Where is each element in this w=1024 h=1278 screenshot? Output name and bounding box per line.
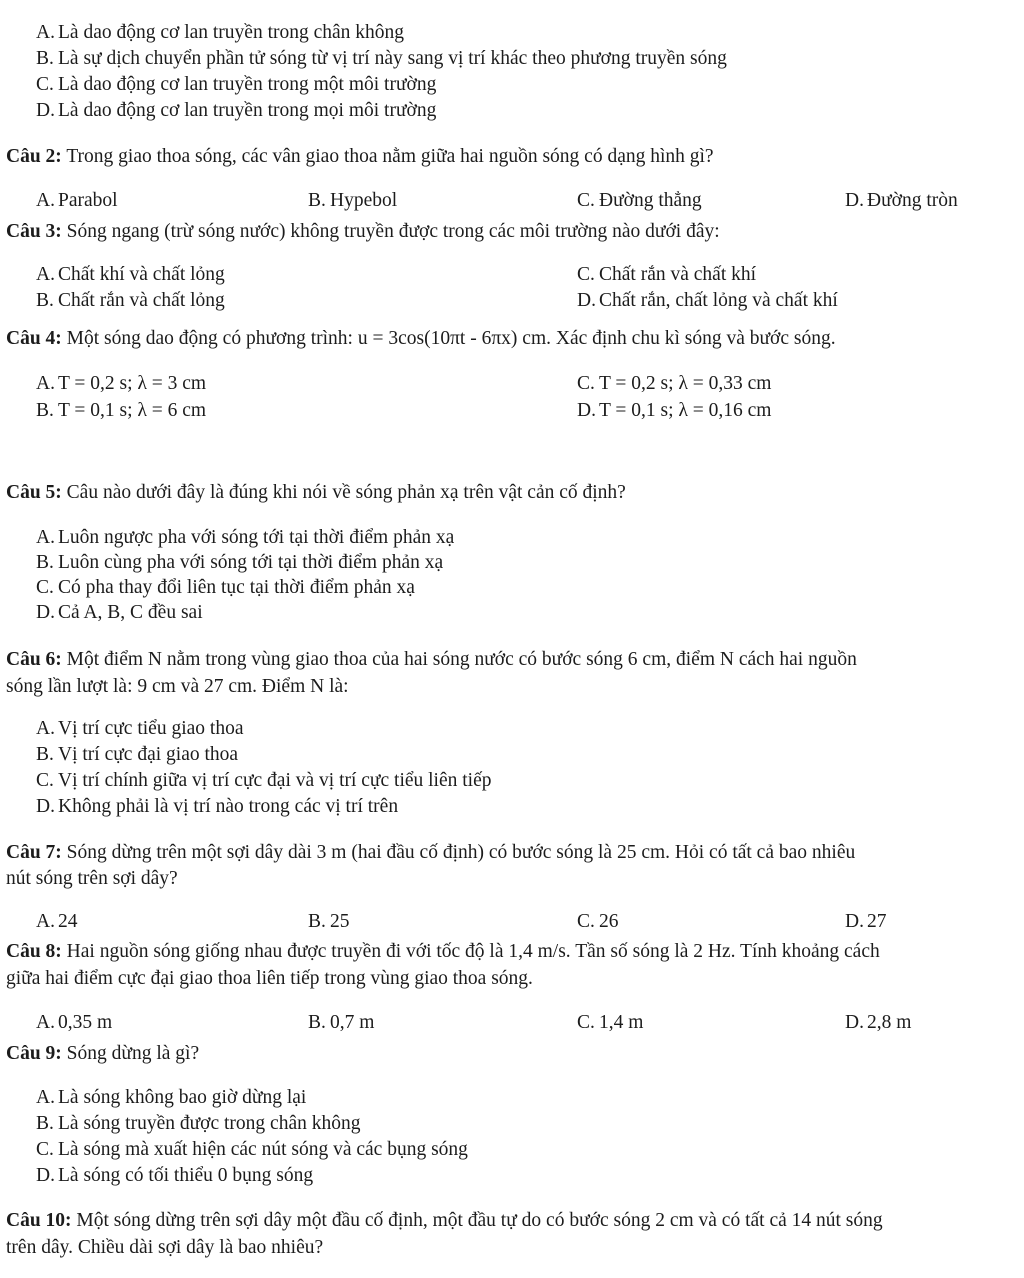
q8-label: Câu 8: [6, 941, 62, 962]
q1-option-a: A. Là dao động cơ lan truyền trong chân không [36, 22, 405, 43]
q9-label: Câu 9: [6, 1043, 62, 1064]
q6-option-b: B. Vị trí cực đại giao thoa [36, 744, 239, 765]
q1-option-c: C. Là dao động cơ lan truyền trong một môi trường [36, 74, 437, 95]
q10-label: Câu 10: [6, 1210, 72, 1231]
q7-option-a: A. 24 [36, 911, 78, 932]
q3-label: Câu 3: [6, 221, 62, 242]
q4-label: Câu 4: [6, 328, 62, 349]
q6-option-d: D. Không phải là vị trí nào trong các vị trí trên [36, 796, 399, 817]
q10-stem-cont: trên dây. Chiều dài sợi dây là bao nhiêu? [6, 1237, 324, 1258]
q7-stem: Câu 7: Sóng dừng trên một sợi dây dài 3 m (hai đầu cố định) có bước sóng là 25 cm. Hỏi có tất cả bao nhiêu [6, 842, 856, 863]
q3-stem: Câu 3: Sóng ngang (trừ sóng nước) không truyền được trong các môi trường nào dưới đây: [6, 221, 720, 242]
q2-option-d: D. Đường tròn [845, 190, 958, 211]
q3-option-b: B. Chất rắn và chất lỏng [36, 290, 225, 311]
q5-stem: Câu 5: Câu nào dưới đây là đúng khi nói về sóng phản xạ trên vật cản cố định? [6, 482, 626, 503]
q6-label: Câu 6: [6, 649, 62, 670]
q5-option-b: B. Luôn cùng pha với sóng tới tại thời điểm phản xạ [36, 552, 444, 573]
q4-option-a: A. T = 0,2 s; λ = 3 cm [36, 373, 207, 394]
q4-stem: Câu 4: Một sóng dao động có phương trình: u = 3cos(10πt - 6πx) cm. Xác định chu kì sóng và bước sóng. [6, 328, 836, 349]
q2-stem: Câu 2: Trong giao thoa sóng, các vân giao thoa nằm giữa hai nguồn sóng có dạng hình gì? [6, 146, 714, 167]
q4-option-d: D. T = 0,1 s; λ = 0,16 cm [577, 400, 772, 421]
q3-option-d: D. Chất rắn, chất lỏng và chất khí [577, 290, 838, 311]
q3-option-a: A. Chất khí và chất lỏng [36, 264, 225, 285]
q10-stem: Câu 10: Một sóng dừng trên sợi dây một đầu cố định, một đầu tự do có bước sóng 2 cm và có tất cả 14 nút sóng [6, 1210, 883, 1231]
q8-option-d: D. 2,8 m [845, 1012, 912, 1033]
q4-option-b: B. T = 0,1 s; λ = 6 cm [36, 400, 207, 421]
q6-option-c: C. Vị trí chính giữa vị trí cực đại và vị trí cực tiểu liên tiếp [36, 770, 492, 791]
q3-option-c: C. Chất rắn và chất khí [577, 264, 757, 285]
q9-option-b: B. Là sóng truyền được trong chân không [36, 1113, 361, 1134]
q9-stem: Câu 9: Sóng dừng là gì? [6, 1043, 200, 1064]
q7-label: Câu 7: [6, 842, 62, 863]
q6-stem: Câu 6: Một điểm N nằm trong vùng giao thoa của hai sóng nước có bước sóng 6 cm, điểm N cách hai nguồn [6, 649, 857, 670]
q6-option-a: A. Vị trí cực tiểu giao thoa [36, 718, 244, 739]
q9-option-c: C. Là sóng mà xuất hiện các nút sóng và các bụng sóng [36, 1139, 468, 1160]
q7-stem-cont: nút sóng trên sợi dây? [6, 868, 178, 889]
q9-option-d: D. Là sóng có tối thiểu 0 bụng sóng [36, 1165, 314, 1186]
q8-stem: Câu 8: Hai nguồn sóng giống nhau được truyền đi với tốc độ là 1,4 m/s. Tần số sóng là 2 Hz. Tính khoảng cách [6, 941, 880, 962]
q5-option-a: A. Luôn ngược pha với sóng tới tại thời điểm phản xạ [36, 527, 455, 548]
q7-option-b: B. 25 [308, 911, 350, 932]
q8-option-c: C. 1,4 m [577, 1012, 644, 1033]
q8-option-a: A. 0,35 m [36, 1012, 113, 1033]
q2-option-c: C. Đường thẳng [577, 190, 702, 211]
q6-stem-cont: sóng lần lượt là: 9 cm và 27 cm. Điểm N là: [6, 676, 349, 697]
q5-option-c: C. Có pha thay đổi liên tục tại thời điểm phản xạ [36, 577, 415, 598]
q2-option-b: B. Hypebol [308, 190, 398, 211]
q4-option-c: C. T = 0,2 s; λ = 0,33 cm [577, 373, 772, 394]
q8-option-b: B. 0,7 m [308, 1012, 375, 1033]
q7-option-c: C. 26 [577, 911, 619, 932]
q1-option-d: D. Là dao động cơ lan truyền trong mọi môi trường [36, 100, 437, 121]
q5-option-d: D. Cả A, B, C đều sai [36, 602, 203, 623]
q2-label: Câu 2: [6, 146, 62, 167]
q1-option-b: B. Là sự dịch chuyển phần tử sóng từ vị trí này sang vị trí khác theo phương truyền sóng [36, 48, 727, 69]
q5-label: Câu 5: [6, 482, 62, 503]
q7-option-d: D. 27 [845, 911, 887, 932]
q8-stem-cont: giữa hai điểm cực đại giao thoa liên tiếp trong vùng giao thoa sóng. [6, 968, 533, 989]
q2-option-a: A. Parabol [36, 190, 118, 211]
q9-option-a: A. Là sóng không bao giờ dừng lại [36, 1087, 307, 1108]
